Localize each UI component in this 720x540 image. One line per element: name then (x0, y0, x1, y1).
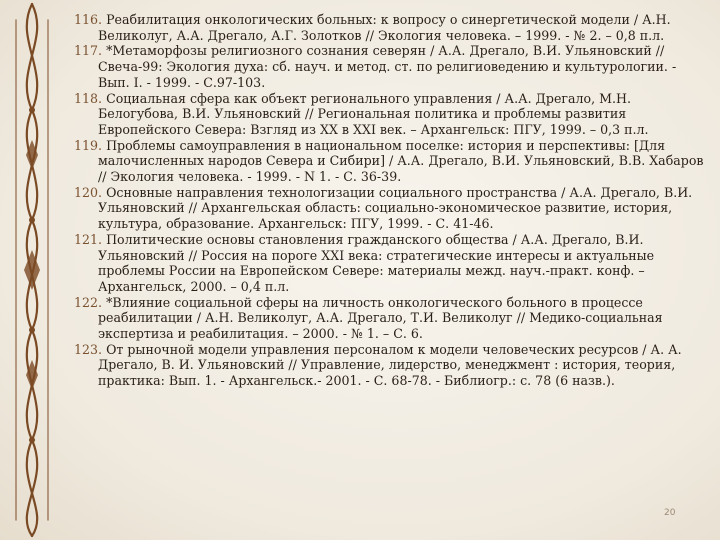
entry-text: Социальная сфера как объект регионального управления / А.А. Дрегало, М.Н. Белогубова, В.И. Ульяновский // Региональная политика и проблемы развития Европейского Севера: Взгляд из XX в XXI век. – Архангельск: ПГУ, 1999. – 0,3 п.л. (98, 90, 649, 137)
entry-text: *Влияние социальной сферы на личность онкологического больного в процессе реабилитации / А.Н. Великолуг, А.А. Дрегало, Т.И. Великолуг // Медико-социальная экспертиза и реабилитация. – 2000. - № 1. – С. 6. (98, 294, 663, 342)
entry-number: 120. (74, 184, 103, 200)
entry-number: 116. (74, 12, 103, 27)
entry-number: 119. (74, 137, 103, 153)
entry-text: *Метаморфозы религиозного сознания северян / А.А. Дрегало, В.И. Ульяновский // Свеча-99: Экология духа: сб. науч. и метод. ст. по религиоведению и культурологии. - Вып. I. - 1999. - С.97-103. (98, 43, 677, 90)
entry-number: 122. (74, 294, 103, 310)
reference-entry (74, 12, 706, 43)
entry-text: Проблемы самоуправления в национальном поселке: история и перспективы: [Для малочисленных народов Севера и Сибири] / А.А. Дрегало, В.И. Ульяновский, В.В. Хабаров // Экология человека. - 1999. - N 1. - С. 36-39. (98, 137, 704, 185)
reference-entry (74, 185, 706, 232)
page-number: 20 (664, 508, 676, 518)
reference-entry (74, 232, 706, 295)
reference-entry (74, 43, 706, 90)
entry-number: 121. (74, 231, 103, 247)
reference-entry (74, 295, 706, 342)
entry-text: Основные направления технологизации социального пространства / А.А. Дрегало, В.И. Ульяновский // Архангельская область: социально-экономическое развитие, история, культура, образование. Архангельск: ПГУ, 1999. - С. 41-46. (98, 184, 693, 232)
ornament-border-icon (6, 0, 58, 540)
reference-entry (74, 342, 706, 389)
entry-number: 118. (74, 90, 103, 106)
reference-entry (74, 138, 706, 185)
entry-number: 117. (74, 43, 103, 59)
entry-text: Реабилитация онкологических больных: к вопросу о синергетической модели / А.Н. Великолуг, А.А. Дрегало, А.Г. Золотков // Экология человека. – 1999. - № 2. – 0,8 п.л. (98, 12, 671, 43)
entry-text: От рыночной модели управления персоналом к модели человеческих ресурсов / А. А. Дрегало, В. И. Ульяновский // Управление, лидерство, менеджмент : история, теория, практика: Вып. 1. - Архангельск.- 2001. - С. 68-78. - Библиогр.: с. 78 (6 назв.). (98, 341, 682, 389)
entry-number: 123. (74, 341, 103, 357)
reference-entry (74, 91, 706, 138)
reference-list (74, 12, 706, 389)
entry-text: Политические основы становления гражданского общества / А.А. Дрегало, В.И. Ульяновский // Россия на пороге XXI века: стратегические интересы и актуальные проблемы России на Европейском Севере: материалы межд. науч.-практ. конф. – Архангельск, 2000. – 0,4 п.л. (98, 231, 655, 294)
